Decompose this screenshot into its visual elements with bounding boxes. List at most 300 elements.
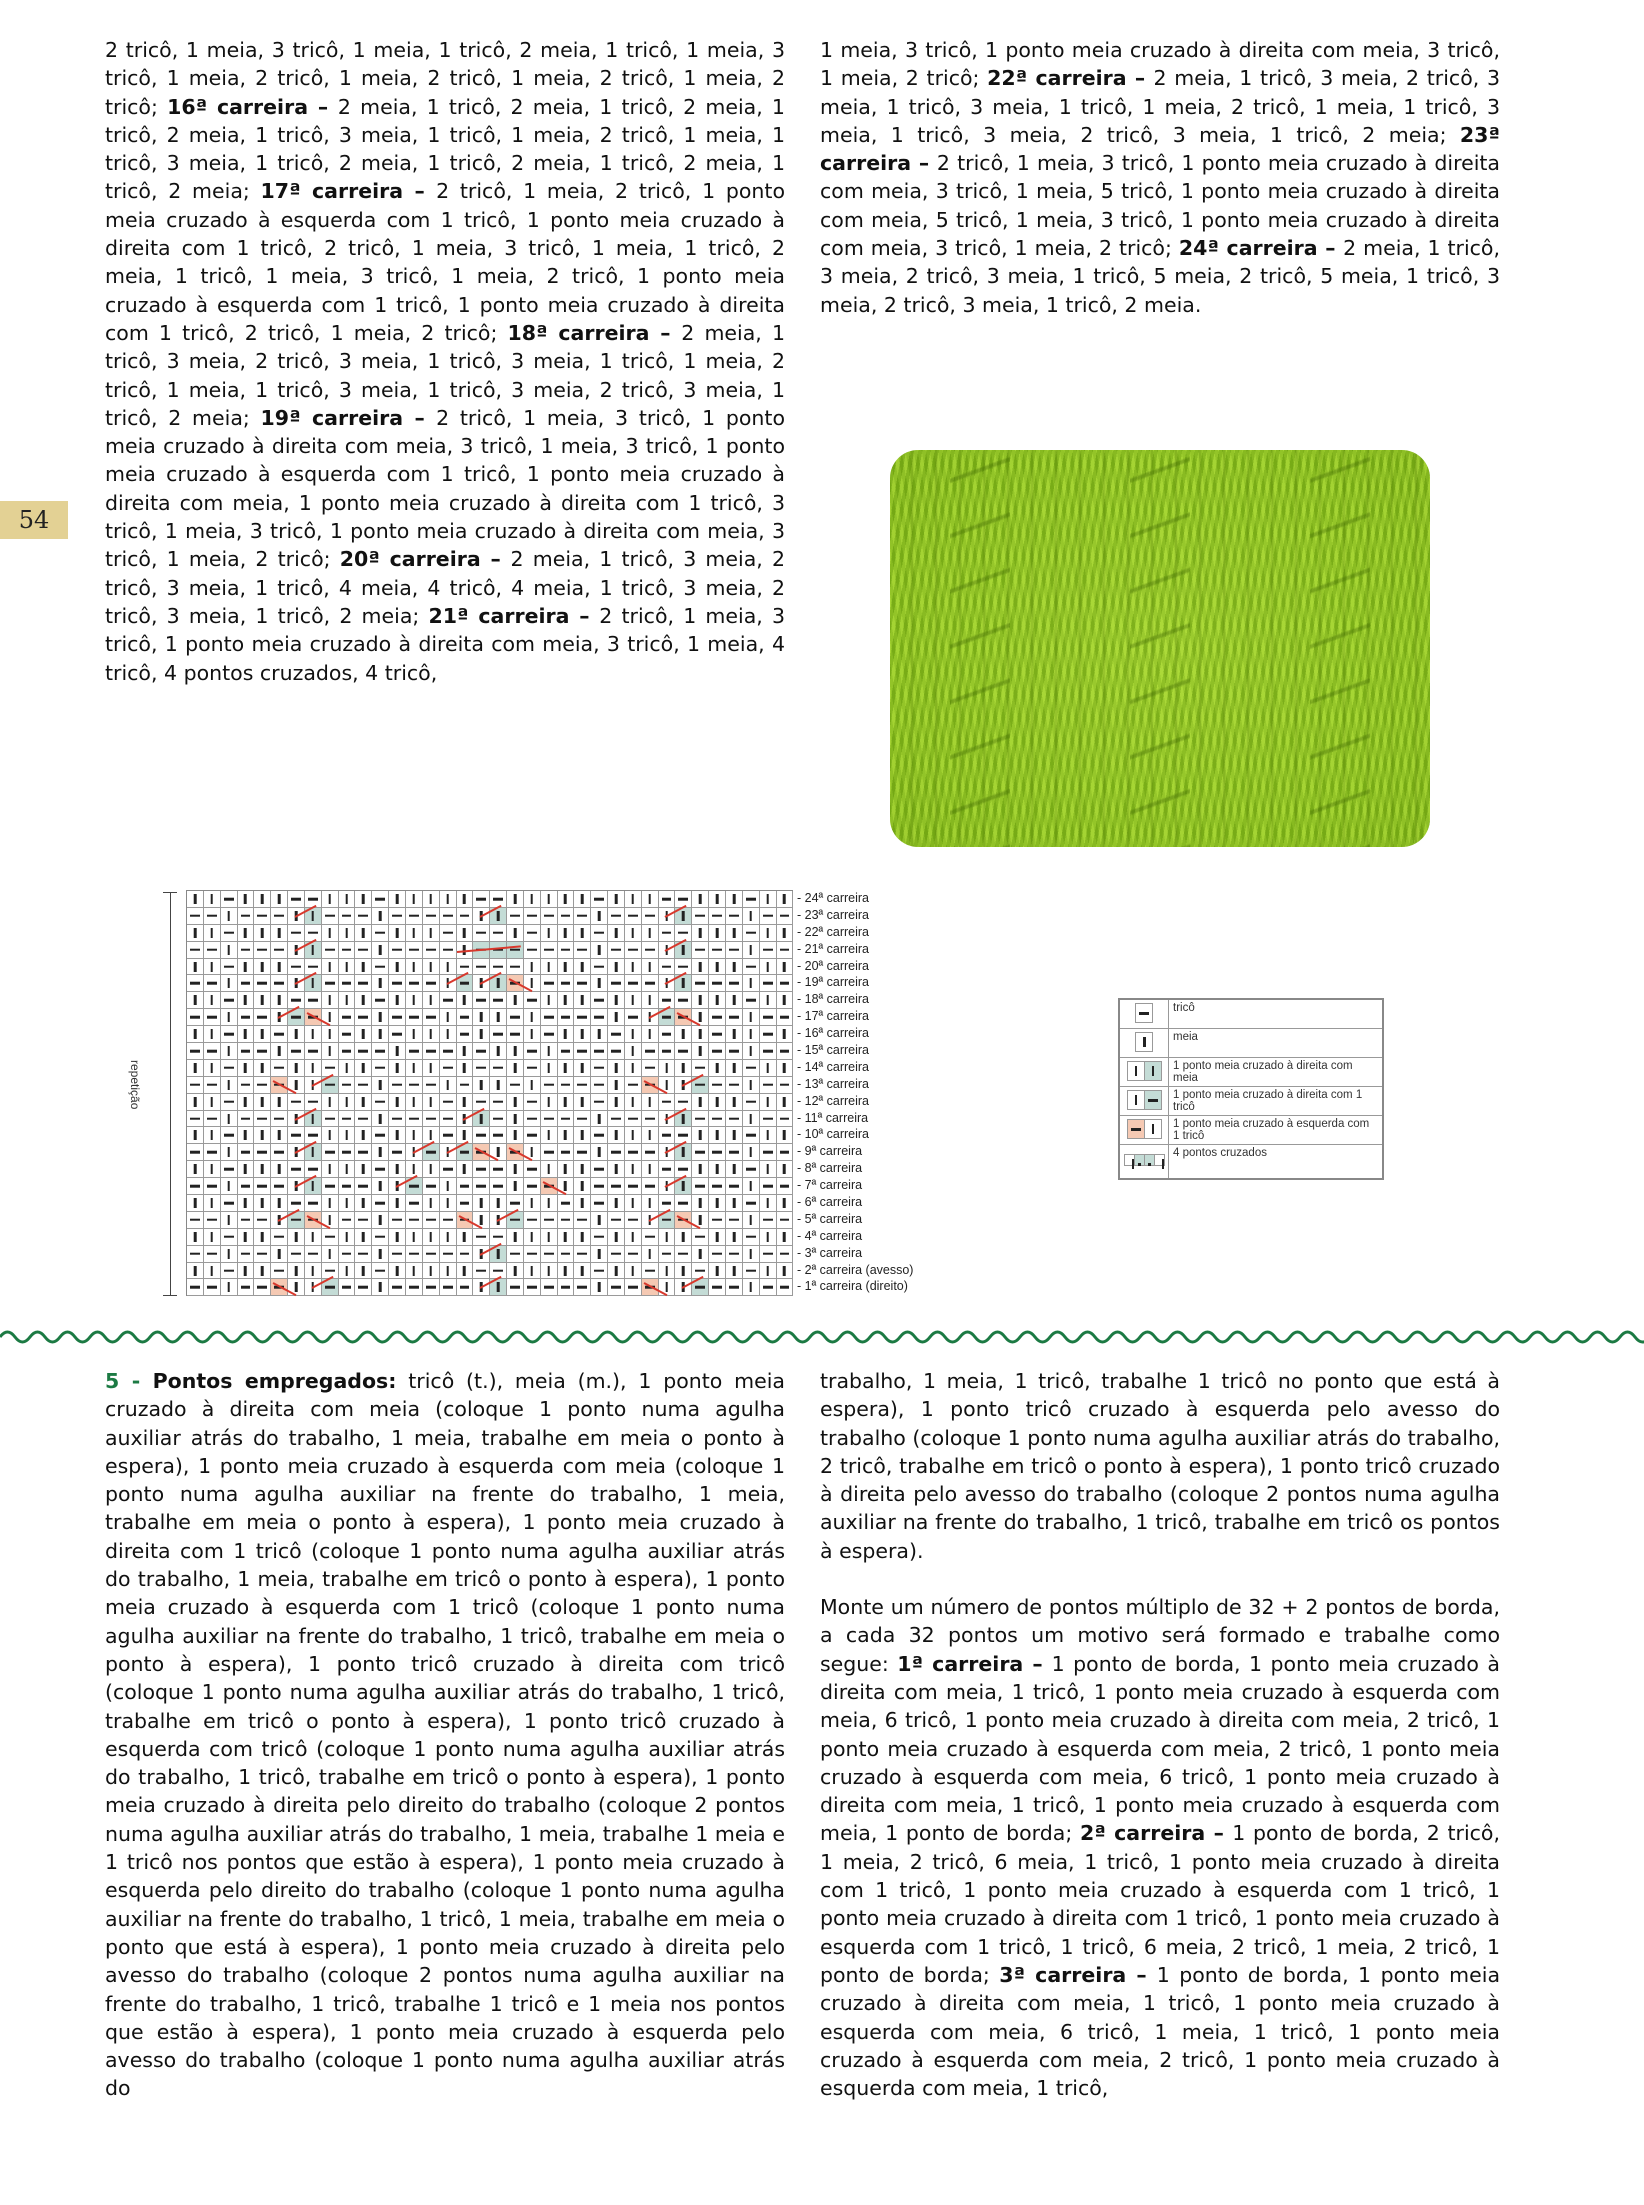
chart-cell [254,1060,271,1077]
row-heading: 18ª carreira – [507,320,682,345]
chart-cell [507,891,524,908]
chart-cell [440,1043,457,1060]
chart-cell [305,1043,322,1060]
chart-cell [204,1229,221,1246]
chart-cell [389,1077,406,1094]
chart-cell [187,1195,204,1212]
chart-cell [659,1026,676,1043]
chart-cell [608,1263,625,1280]
chart-cell [271,975,288,992]
chart-cell [591,891,608,908]
chart-cell [355,1161,372,1178]
chart-cell [389,891,406,908]
chart-cell [406,959,423,976]
chart-cell [254,1009,271,1026]
stitch-definitions-continued: trabalho, 1 meia, 1 tricô, trabalhe 1 tricô no ponto que está à espera), 1 ponto tricô cruzado à esquerda pelo avesso do trabalho (coloque 1 ponto numa agulha auxiliar atrás do trabalho, 2 tricô, trabalhe em tricô o ponto à espera), 1 ponto tricô cruzado à direita pelo avesso do trabalho (coloque 2 pontos numa agulha auxiliar na frente do trabalho, 1 tricô, trabalhe em tricô os pontos à espera). [820,1369,1500,1563]
chart-cell [305,908,322,925]
chart-cell [355,992,372,1009]
chart-cell [726,1026,743,1043]
chart-cell [271,1060,288,1077]
chart-cell [204,1060,221,1077]
chart-row-label: - 8ª carreira [797,1161,863,1176]
chart-cell [221,1229,238,1246]
chart-cell [339,992,356,1009]
chart-cell [187,891,204,908]
chart-cell [558,1111,575,1128]
chart-cell [541,942,558,959]
chart-cell [507,1111,524,1128]
chart-cell [726,1246,743,1263]
chart-cell [355,1077,372,1094]
chart-cell [642,1094,659,1111]
chart-cell [726,1178,743,1195]
chart-cell [642,1026,659,1043]
chart-cell [406,1009,423,1026]
chart-cell [440,925,457,942]
chart-cell [221,1144,238,1161]
chart-cell [355,975,372,992]
chart-cell [490,908,507,925]
chart-cell [187,1144,204,1161]
chart-cell [389,1009,406,1026]
chart-cell [406,925,423,942]
chart-cell [743,959,760,976]
chart-cell [591,942,608,959]
chart-cell [187,1026,204,1043]
chart-cell [659,1161,676,1178]
chart-cell [322,908,339,925]
chart-cell [440,1060,457,1077]
chart-cell [507,925,524,942]
chart-cell [726,908,743,925]
chart-cell [524,942,541,959]
chart-cell [692,1144,709,1161]
chart-cell [541,1229,558,1246]
chart-cell [490,1246,507,1263]
chart-cell [372,1279,389,1296]
chart-cell [709,942,726,959]
chart-cell [372,1026,389,1043]
chart-cell [221,1043,238,1060]
chart-cell [507,1060,524,1077]
chart-cell [423,891,440,908]
chart-cell [524,959,541,976]
chart-cell [743,1060,760,1077]
chart-cell [473,925,490,942]
chart-cell [339,1161,356,1178]
cable-texture [1310,450,1370,847]
chart-row-labels [797,890,913,1295]
legend-label: meia [1169,1029,1384,1058]
chart-cell [271,1094,288,1111]
chart-cell [692,1161,709,1178]
chart-cell [238,1009,255,1026]
chart-cell [709,1043,726,1060]
chart-cell [238,1111,255,1128]
chart-cell [187,1161,204,1178]
chart-cell [524,1077,541,1094]
legend-label: 4 pontos cruzados [1169,1145,1384,1179]
chart-cell [777,1060,794,1077]
chart-cell [574,1279,591,1296]
chart-cell [271,1178,288,1195]
chart-cell [288,1246,305,1263]
chart-cell [355,1094,372,1111]
chart-cell [591,908,608,925]
chart-cell [591,1195,608,1212]
chart-row-label: - 3ª carreira [797,1245,863,1260]
chart-cell [726,1127,743,1144]
chart-row-label: - 2ª carreira (avesso) [797,1262,914,1277]
chart-cell [322,992,339,1009]
chart-cell [238,1161,255,1178]
cross-right-purl-icon [1127,1090,1162,1110]
chart-cell [254,925,271,942]
chart-cell [271,1077,288,1094]
chart-cell [406,992,423,1009]
chart-cell [305,1195,322,1212]
chart-row-label: - 17ª carreira [797,1009,870,1024]
chart-cell [524,1127,541,1144]
chart-cell [254,1161,271,1178]
chart-cell [642,1246,659,1263]
chart-cell [288,1229,305,1246]
chart-cell [339,959,356,976]
chart-cell [743,1077,760,1094]
chart-cell [490,1043,507,1060]
row-instructions: 2 meia, 1 tricô, 2 meia, 1 tricô, 2 meia, 1 tricô, 2 meia, 1 tricô, 3 meia, 1 tricô, 1 meia, 2 tricô, 1 meia, 1 tricô, 3 meia, 1 tricô, 2 meia, 1 tricô, 2 meia, 1 tricô, 2 meia, 1 tricô, 2 meia; [105,94,785,204]
chart-cell [777,1026,794,1043]
chart-cell [440,1077,457,1094]
chart-cell [591,1026,608,1043]
chart-cell [372,959,389,976]
chart-cell [743,992,760,1009]
chart-cell [709,1178,726,1195]
pattern-instructions [820,1593,1500,2102]
chart-cell [591,959,608,976]
chart-cell [355,1127,372,1144]
chart-cell [187,959,204,976]
chart-cell [541,1026,558,1043]
chart-cell [743,1043,760,1060]
chart-cell [372,1229,389,1246]
chart-cell [642,1161,659,1178]
chart-cell [355,1026,372,1043]
chart-cell [608,1178,625,1195]
chart-cell [625,1060,642,1077]
chart-cell [608,1127,625,1144]
chart-cell [238,1094,255,1111]
section-5-right-column [820,1367,1500,2102]
chart-cell [692,1178,709,1195]
section-body: tricô (t.), meia (m.), 1 ponto meia cruzado à direita com meia (coloque 1 ponto numa agulha auxiliar atrás do trabalho, 1 meia, trabalhe em meia o ponto à espera), 1 ponto meia cruzado à esquerda com meia (coloque 1 ponto numa agulha auxiliar na frente do trabalho, 1 meia, trabalhe em meia o ponto à espera), 1 ponto meia cruzado à direita com 1 tricô (coloque 1 ponto numa agulha auxiliar atrás do trabalho, 1 meia, trabalhe em tricô o ponto à espera), 1 ponto meia cruzado à esquerda com 1 tricô (coloque 1 ponto numa agulha auxiliar na frente do trabalho, 1 tricô, trabalhe em meia o ponto à espera), 1 ponto tricô cruzado à direita com tricô (coloque 1 ponto numa agulha auxiliar atrás do trabalho, 1 tricô, trabalhe em tricô o ponto à espera), 1 ponto tricô cruzado à esquerda com tricô (coloque 1 ponto numa agulha auxiliar atrás do trabalho, 1 tricô, trabalhe em tricô o ponto à espera), 1 ponto meia cruzado à direita pelo direito do trabalho (coloque 2 pontos numa agulha auxiliar atrás do trabalho, 1 meia, trabalhe 1 meia e 1 tricô nos pontos que estão à espera), 1 ponto meia cruzado à esquerda pelo direito do trabalho (coloque 1 ponto numa agulha auxiliar na frente do trabalho, 1 tricô, 1 meia, trabalhe em meia o ponto que está à espera), 1 ponto meia cruzado à direita pelo avesso do trabalho (coloque 2 pontos numa agulha auxiliar na frente do trabalho, 1 tricô, trabalhe 1 tricô e 1 meia nos pontos que estão à espera), 1 ponto meia cruzado à esquerda pelo avesso do trabalho (coloque 1 ponto numa agulha auxiliar atrás do [105,1369,785,2101]
chart-cell [507,1279,524,1296]
chart-cell [423,1077,440,1094]
chart-cell [221,942,238,959]
chart-cell [355,1263,372,1280]
chart-cell [389,1026,406,1043]
chart-cell [406,908,423,925]
chart-cell [187,908,204,925]
chart-cell [692,1246,709,1263]
row-heading: 22ª carreira – [987,66,1154,91]
chart-cell [423,975,440,992]
chart-cell [187,1212,204,1229]
chart-cell [625,992,642,1009]
row-heading: 21ª carreira – [428,603,600,628]
chart-cell [372,925,389,942]
chart-cell [777,959,794,976]
chart-cell [507,975,524,992]
chart-cell [541,1144,558,1161]
chart-cell [642,975,659,992]
chart-cell [591,1178,608,1195]
chart-cell [675,1026,692,1043]
chart-cell [322,1279,339,1296]
chart-cell [541,1127,558,1144]
chart-cell [423,992,440,1009]
chart-cell [760,1212,777,1229]
chart-cell [760,1026,777,1043]
chart-cell [490,1077,507,1094]
chart-cell [187,1043,204,1060]
chart-cell [457,1195,474,1212]
legend-row [1119,1029,1383,1058]
chart-legend [1118,998,1384,1180]
chart-cell [187,1094,204,1111]
chart-cell [389,1195,406,1212]
chart-cell [372,1009,389,1026]
chart-cell [423,1111,440,1128]
chart-cell [777,1229,794,1246]
chart-cell [372,992,389,1009]
chart-cell [524,992,541,1009]
chart-cell [204,891,221,908]
chart-cell [743,1094,760,1111]
chart-cell [339,1229,356,1246]
chart-cell [709,992,726,1009]
chart-cell [457,1009,474,1026]
chart-cell [473,1263,490,1280]
chart-cell [288,1060,305,1077]
chart-cell [574,1043,591,1060]
section-number: 5 - [105,1369,153,1393]
chart-cell [625,1043,642,1060]
chart-cell [440,1246,457,1263]
chart-cell [339,908,356,925]
chart-cell [457,1178,474,1195]
chart-cell [355,908,372,925]
chart-cell [726,1212,743,1229]
chart-cell [457,1060,474,1077]
chart-cell [524,1161,541,1178]
chart-cell [760,1229,777,1246]
repeat-bracket [170,892,171,1296]
chart-cell [760,975,777,992]
chart-cell [339,942,356,959]
chart-cell [709,1009,726,1026]
chart-cell [726,1144,743,1161]
chart-cell [271,908,288,925]
chart-cell [271,1279,288,1296]
chart-cell [271,1127,288,1144]
chart-cell [457,1161,474,1178]
chart-cell [322,925,339,942]
chart-cell [524,1094,541,1111]
chart-cell [221,1178,238,1195]
chart-cell [440,1026,457,1043]
chart-cell [574,1229,591,1246]
chart-cell [743,1009,760,1026]
chart-cell [271,1229,288,1246]
chart-cell [322,959,339,976]
chart-cell [339,1111,356,1128]
row-instructions: 2 tricô, 1 meia, 3 tricô, 1 ponto meia cruzado à direita com meia, 3 tricô, 1 meia, 4 tricô, 4 pontos cruzados, 4 tricô, [105,603,785,685]
chart-cell [473,1229,490,1246]
chart-cell [440,992,457,1009]
chart-cell [187,975,204,992]
chart-cell [743,925,760,942]
chart-cell [238,1229,255,1246]
chart-cell [591,1246,608,1263]
chart-cell [254,1178,271,1195]
chart-cell [541,1009,558,1026]
chart-cell [271,1161,288,1178]
chart-cell [305,1111,322,1128]
chart-cell [221,1111,238,1128]
chart-cell [271,942,288,959]
chart-cell [221,1127,238,1144]
chart-cell [541,1263,558,1280]
chart-cell [507,908,524,925]
chart-cell [709,1026,726,1043]
chart-cell [574,1094,591,1111]
legend-row [1119,1058,1383,1087]
chart-cell [372,975,389,992]
chart-cell [558,1161,575,1178]
chart-cell [591,1263,608,1280]
chart-cell [726,1279,743,1296]
chart-cell [288,891,305,908]
section-5-left-column [105,1367,785,2103]
chart-cell [254,959,271,976]
chart-cell [389,1094,406,1111]
chart-cell [541,925,558,942]
chart-cell [625,1246,642,1263]
chart-cell [204,1212,221,1229]
chart-cell [760,1009,777,1026]
chart-cell [777,1043,794,1060]
chart-cell [777,925,794,942]
chart-cell [760,1060,777,1077]
chart-cell [709,1161,726,1178]
chart-cell [238,1212,255,1229]
chart-cell [760,1246,777,1263]
chart-cell [204,925,221,942]
chart-cell [406,1229,423,1246]
section-heading: Pontos empregados: [152,1369,397,1393]
repeat-label: repetição [128,1060,142,1110]
chart-cell [760,959,777,976]
row-instructions: 2 meia, 1 tricô, 3 meia, 2 tricô, 3 meia, 1 tricô, 3 meia, 1 tricô, 1 meia, 2 tricô, 1 meia, 1 tricô, 3 meia, 1 tricô, 3 meia, 2 tricô, 3 meia, 1 tricô, 2 meia; [820,66,1500,147]
chart-cell [372,1178,389,1195]
cross-left-purl-icon [1127,1119,1162,1139]
chart-cell [642,1229,659,1246]
chart-row-label: - 6ª carreira [797,1195,863,1210]
chart-cell [574,1009,591,1026]
chart-cell [608,908,625,925]
chart-cell [457,925,474,942]
chart-cell [743,1026,760,1043]
chart-cell [238,1246,255,1263]
chart-cell [440,908,457,925]
chart-cell [574,1263,591,1280]
row-heading: 3ª carreira – [999,1962,1157,1987]
instructions-column-top-right [820,36,1500,319]
chart-cell [305,992,322,1009]
chart-cell [490,1009,507,1026]
chart-cell [372,1094,389,1111]
chart-cell [507,1229,524,1246]
chart-cell [675,1263,692,1280]
chart-cell [608,1279,625,1296]
chart-cell [541,1212,558,1229]
chart-cell [322,1161,339,1178]
chart-cell [406,975,423,992]
chart-cell [204,1127,221,1144]
chart-cell [625,1279,642,1296]
row-heading: 1ª carreira – [897,1651,1052,1676]
chart-cell [642,1195,659,1212]
chart-cell [675,975,692,992]
legend-row [1119,1087,1383,1116]
chart-cell [760,1077,777,1094]
chart-cell [339,925,356,942]
chart-cell [221,1060,238,1077]
chart-cell [675,1043,692,1060]
chart-cell [726,925,743,942]
chart-cell [423,1246,440,1263]
chart-cell [642,925,659,942]
chart-cell [254,1043,271,1060]
chart-cell [473,1026,490,1043]
chart-cell [238,1195,255,1212]
chart-cell [608,891,625,908]
chart-cell [288,1263,305,1280]
chart-cell [591,1279,608,1296]
chart-cell [642,1111,659,1128]
row-instructions: 2 tricô, 1 meia, 3 tricô, 1 ponto meia cruzado à direita com meia, 3 tricô, 1 meia, 3 tricô, 1 ponto meia cruzado à esquerda com 1 tricô, 1 ponto meia cruzado à direita com meia, 1 ponto meia cruzado à direita com 1 tricô, 3 tricô, 1 meia, 3 tricô, 1 ponto meia cruzado à direita com meia, 3 tricô, 1 meia, 2 tricô; [105,405,785,572]
chart-cell [473,1077,490,1094]
chart-cell [339,1195,356,1212]
chart-cell [507,1161,524,1178]
chart-cell [238,1279,255,1296]
chart-cell [440,959,457,976]
chart-cell [760,1127,777,1144]
chart-cell [423,1094,440,1111]
chart-cell [608,1043,625,1060]
chart-cell [204,1043,221,1060]
chart-cell [490,1094,507,1111]
chart-cell [322,1127,339,1144]
chart-cell [692,992,709,1009]
row-instructions: 2 tricô, 1 meia, 3 tricô, 1 meia, 1 tricô, 2 meia, 1 tricô, 1 meia, 3 tricô, 1 meia, 2 tricô, 1 meia, 2 tricô, 1 meia, 2 tricô, 1 meia, 2 tricô; [105,38,785,119]
chart-row-label: - 13ª carreira [797,1076,870,1091]
chart-cell [760,925,777,942]
chart-cell [288,1094,305,1111]
chart-cell [440,1229,457,1246]
chart-cell [625,942,642,959]
